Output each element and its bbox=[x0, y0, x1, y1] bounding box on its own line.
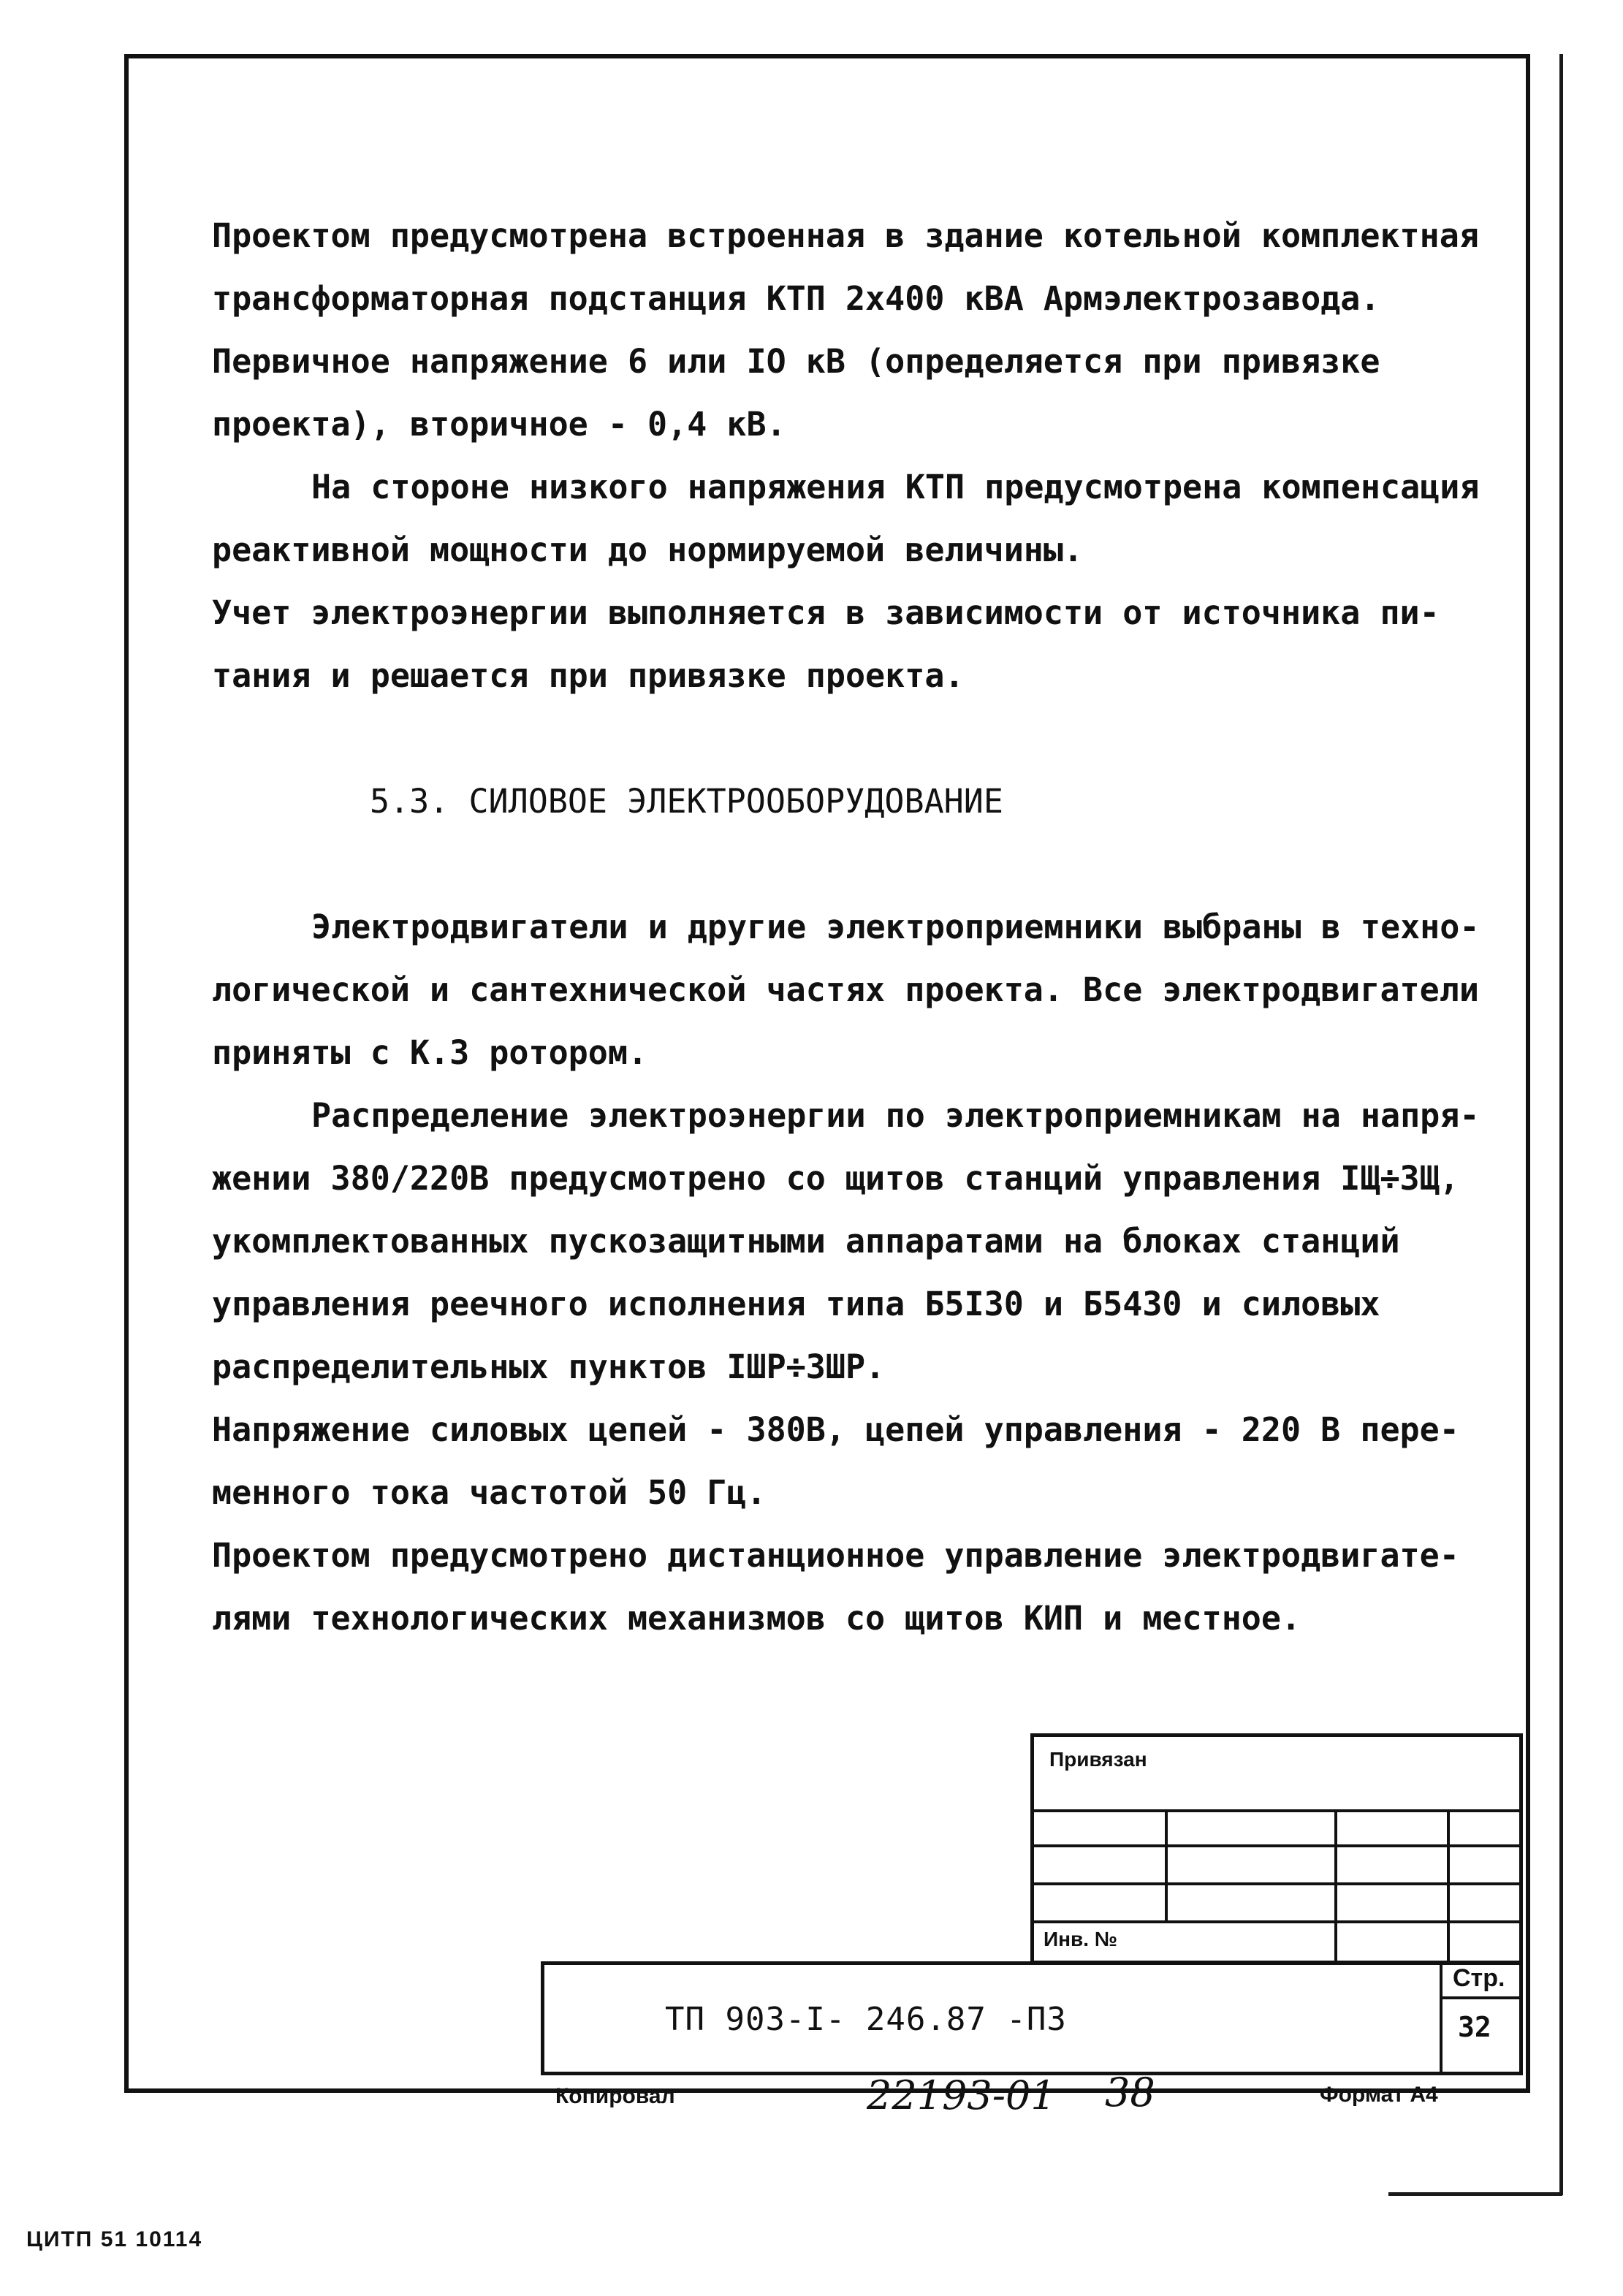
paragraph-1 bbox=[212, 205, 1505, 456]
text-line: Электродвигатели и другие электроприемники выбраны в техно- bbox=[311, 908, 1480, 946]
format-label: Формат А4 bbox=[1320, 2083, 1438, 2107]
handwritten-number: 22193-01 bbox=[867, 2072, 1056, 2118]
paragraph-4 bbox=[212, 896, 1505, 1084]
paragraph-2 bbox=[212, 456, 1505, 582]
text-line: трансформаторная подстанция КТП 2х400 кВА Армэлектрозавода. bbox=[212, 279, 1380, 318]
paragraph-6 bbox=[212, 1399, 1505, 1524]
sheet-edge-right bbox=[1559, 54, 1563, 2195]
text-line: приняты с К.З ротором. bbox=[212, 1033, 648, 1072]
page-number: 32 bbox=[1458, 2011, 1491, 2043]
document-body bbox=[212, 205, 1505, 1650]
text-line: Напряжение силовых цепей - 380В, цепей управления - 220 В пере- bbox=[212, 1410, 1459, 1449]
text-line: жении 380/220В предусмотрено со щитов станций управления IЩ÷3Щ, bbox=[212, 1159, 1459, 1198]
inventory-label: Инв. № bbox=[1044, 1928, 1118, 1950]
text-line: Распределение электроэнергии по электроприемникам на напря- bbox=[311, 1096, 1480, 1135]
document-code: ТП 903-I- 246.87 -ПЗ bbox=[665, 2001, 1067, 2038]
table-rule bbox=[1334, 1809, 1337, 1964]
text-line: менного тока частотой 50 Гц. bbox=[212, 1473, 767, 1512]
text-line: Проектом предусмотрена встроенная в здание котельной комплектная bbox=[212, 216, 1479, 255]
bound-label: Привязан bbox=[1049, 1748, 1147, 1771]
text-line: лями технологических механизмов со щитов КИП и местное. bbox=[212, 1599, 1301, 1638]
sheet-edge-bottom bbox=[1388, 2192, 1562, 2196]
text-line: тания и решается при привязке проекта. bbox=[212, 656, 965, 695]
text-line: Учет электроэнергии выполняется в зависимости от источника пи- bbox=[212, 593, 1440, 632]
table-rule bbox=[1440, 1996, 1523, 1999]
paragraph-7 bbox=[212, 1524, 1505, 1650]
paragraph-5 bbox=[212, 1084, 1505, 1399]
text-line: управления реечного исполнения типа Б5I30 и Б5430 и силовых bbox=[212, 1285, 1380, 1323]
text-line: распределительных пунктов IШР÷3ШР. bbox=[212, 1347, 886, 1386]
copied-label: Копировал bbox=[555, 2084, 675, 2108]
text-line: логической и сантехнической частях проекта. Все электродвигатели bbox=[212, 970, 1479, 1009]
text-line: проекта), вторичное - 0,4 кВ. bbox=[212, 405, 786, 444]
paragraph-3 bbox=[212, 582, 1505, 707]
text-line: укомплектованных пускозащитными аппаратами на блоках станций bbox=[212, 1222, 1400, 1261]
text-line: Проектом предусмотрено дистанционное управление электродвигате- bbox=[212, 1536, 1459, 1575]
table-rule bbox=[1440, 1961, 1443, 2075]
table-rule bbox=[1447, 1809, 1450, 1964]
page-label: Стр. bbox=[1453, 1964, 1505, 1992]
text-line: Первичное напряжение 6 или IO кВ (определяется при привязке bbox=[212, 342, 1380, 381]
stamp-code: ЦИТП 51 10114 bbox=[26, 2227, 203, 2251]
text-line: На стороне низкого напряжения КТП предусмотрена компенсация bbox=[311, 468, 1480, 506]
text-line: реактивной мощности до нормируемой величины. bbox=[212, 531, 1084, 569]
handwritten-sheet: 38 bbox=[1105, 2069, 1155, 2116]
table-rule bbox=[1165, 1809, 1168, 1920]
section-heading: 5.3. СИЛОВОЕ ЭЛЕКТРООБОРУДОВАНИЕ bbox=[370, 782, 1003, 821]
